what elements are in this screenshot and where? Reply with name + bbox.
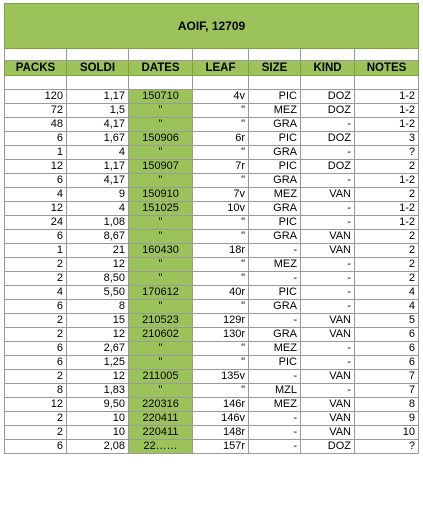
cell-soldi[interactable]: 12 <box>67 370 129 384</box>
cell-soldi[interactable]: 8,67 <box>67 230 129 244</box>
cell-size[interactable]: GRA <box>249 174 301 188</box>
table-row <box>5 426 419 440</box>
cell-kind[interactable]: VAN <box>301 188 355 202</box>
cell-leaf[interactable]: 148r <box>193 426 249 440</box>
cell-dates[interactable]: " <box>129 146 193 160</box>
cell-packs[interactable]: 6 <box>5 300 67 314</box>
data-table <box>4 3 419 454</box>
cell-dates[interactable]: 151025 <box>129 202 193 216</box>
table-row <box>5 174 419 188</box>
cell-packs[interactable]: 24 <box>5 216 67 230</box>
cell-kind[interactable]: VAN <box>301 244 355 258</box>
cell-packs[interactable]: 6 <box>5 342 67 356</box>
table-row <box>5 146 419 160</box>
cell-notes[interactable]: 1-2 <box>355 118 419 132</box>
cell-leaf[interactable]: 10v <box>193 202 249 216</box>
cell-size[interactable]: PIC <box>249 286 301 300</box>
cell-packs[interactable]: 2 <box>5 412 67 426</box>
cell-dates[interactable]: " <box>129 300 193 314</box>
cell-leaf[interactable]: 157r <box>193 440 249 454</box>
cell-kind[interactable]: - <box>301 174 355 188</box>
cell-packs[interactable]: 2 <box>5 258 67 272</box>
cell-soldi[interactable]: 8,50 <box>67 272 129 286</box>
cell-leaf[interactable]: 146v <box>193 412 249 426</box>
empty-cell[interactable] <box>355 49 419 61</box>
table-row <box>5 160 419 174</box>
cell-size[interactable]: - <box>249 244 301 258</box>
header-packs[interactable]: PACKS <box>5 61 67 76</box>
empty-cell[interactable] <box>249 49 301 61</box>
table-row <box>5 188 419 202</box>
cell-notes[interactable]: 2 <box>355 188 419 202</box>
cell-notes[interactable]: 8 <box>355 398 419 412</box>
empty-cell[interactable] <box>5 49 67 61</box>
header-leaf[interactable]: LEAF <box>193 61 249 76</box>
cell-soldi[interactable]: 1,67 <box>67 132 129 146</box>
cell-leaf[interactable]: 4v <box>193 90 249 104</box>
cell-packs[interactable]: 6 <box>5 230 67 244</box>
cell-notes[interactable]: 3 <box>355 132 419 146</box>
empty-cell[interactable] <box>193 76 249 90</box>
cell-notes[interactable]: 9 <box>355 412 419 426</box>
cell-notes[interactable]: 4 <box>355 286 419 300</box>
empty-cell[interactable] <box>355 76 419 90</box>
cell-size[interactable]: GRA <box>249 202 301 216</box>
cell-dates[interactable]: 150907 <box>129 160 193 174</box>
cell-packs[interactable]: 6 <box>5 174 67 188</box>
cell-size[interactable]: PIC <box>249 356 301 370</box>
cell-leaf[interactable]: " <box>193 104 249 118</box>
empty-cell[interactable] <box>67 76 129 90</box>
cell-kind[interactable]: DOZ <box>301 104 355 118</box>
cell-kind[interactable]: VAN <box>301 328 355 342</box>
cell-leaf[interactable]: " <box>193 174 249 188</box>
cell-packs[interactable]: 4 <box>5 188 67 202</box>
cell-notes[interactable]: 2 <box>355 160 419 174</box>
cell-kind[interactable]: VAN <box>301 370 355 384</box>
table-row <box>5 272 419 286</box>
table-row <box>5 314 419 328</box>
cell-size[interactable]: PIC <box>249 90 301 104</box>
cell-soldi[interactable]: 1,5 <box>67 104 129 118</box>
cell-kind[interactable]: - <box>301 384 355 398</box>
sheet-title[interactable]: AOIF, 12709 <box>5 4 419 49</box>
cell-soldi[interactable]: 1,08 <box>67 216 129 230</box>
cell-packs[interactable]: 6 <box>5 132 67 146</box>
cell-leaf[interactable]: 7r <box>193 160 249 174</box>
cell-size[interactable]: GRA <box>249 118 301 132</box>
cell-size[interactable]: - <box>249 440 301 454</box>
header-soldi[interactable]: SOLDI <box>67 61 129 76</box>
cell-leaf[interactable]: " <box>193 356 249 370</box>
cell-soldi[interactable]: 4 <box>67 146 129 160</box>
cell-dates[interactable]: " <box>129 272 193 286</box>
table-row <box>5 244 419 258</box>
table-row <box>5 370 419 384</box>
cell-leaf[interactable]: 7v <box>193 188 249 202</box>
cell-notes[interactable]: 1-2 <box>355 90 419 104</box>
header-dates[interactable]: DATES <box>129 61 193 76</box>
spreadsheet <box>4 3 418 454</box>
table-row <box>5 286 419 300</box>
cell-size[interactable]: MEZ <box>249 398 301 412</box>
cell-kind[interactable]: DOZ <box>301 160 355 174</box>
cell-kind[interactable]: DOZ <box>301 132 355 146</box>
table-row <box>5 132 419 146</box>
table-row <box>5 202 419 216</box>
empty-cell[interactable] <box>249 76 301 90</box>
cell-packs[interactable]: 12 <box>5 202 67 216</box>
cell-size[interactable]: GRA <box>249 146 301 160</box>
cell-kind[interactable]: - <box>301 258 355 272</box>
cell-leaf[interactable]: " <box>193 342 249 356</box>
cell-packs[interactable]: 1 <box>5 244 67 258</box>
header-notes[interactable]: NOTES <box>355 61 419 76</box>
cell-leaf[interactable]: " <box>193 272 249 286</box>
cell-notes[interactable]: 6 <box>355 342 419 356</box>
table-row <box>5 440 419 454</box>
cell-notes[interactable]: 2 <box>355 258 419 272</box>
cell-leaf[interactable]: 130r <box>193 328 249 342</box>
cell-kind[interactable]: VAN <box>301 314 355 328</box>
cell-size[interactable]: - <box>249 314 301 328</box>
cell-dates[interactable]: 210523 <box>129 314 193 328</box>
header-kind[interactable]: KIND <box>301 61 355 76</box>
table-row <box>5 412 419 426</box>
table-row <box>5 90 419 104</box>
cell-dates[interactable]: " <box>129 384 193 398</box>
empty-cell[interactable] <box>301 76 355 90</box>
cell-leaf[interactable]: 40r <box>193 286 249 300</box>
table-row <box>5 342 419 356</box>
cell-soldi[interactable]: 10 <box>67 426 129 440</box>
cell-dates[interactable]: 150910 <box>129 188 193 202</box>
cell-kind[interactable]: VAN <box>301 426 355 440</box>
cell-leaf[interactable]: 6r <box>193 132 249 146</box>
cell-notes[interactable]: 6 <box>355 328 419 342</box>
cell-soldi[interactable]: 15 <box>67 314 129 328</box>
cell-soldi[interactable]: 9 <box>67 188 129 202</box>
cell-notes[interactable]: 5 <box>355 314 419 328</box>
cell-leaf[interactable]: 18r <box>193 244 249 258</box>
cell-dates[interactable]: 170612 <box>129 286 193 300</box>
cell-leaf[interactable]: " <box>193 300 249 314</box>
cell-soldi[interactable]: 2,08 <box>67 440 129 454</box>
table-row <box>5 328 419 342</box>
cell-packs[interactable]: 12 <box>5 398 67 412</box>
cell-dates[interactable]: 211005 <box>129 370 193 384</box>
cell-packs[interactable]: 1 <box>5 146 67 160</box>
cell-packs[interactable]: 12 <box>5 160 67 174</box>
cell-soldi[interactable]: 5,50 <box>67 286 129 300</box>
cell-soldi[interactable]: 12 <box>67 258 129 272</box>
cell-kind[interactable]: - <box>301 286 355 300</box>
cell-kind[interactable]: - <box>301 216 355 230</box>
cell-dates[interactable]: " <box>129 230 193 244</box>
cell-packs[interactable]: 6 <box>5 356 67 370</box>
cell-size[interactable]: GRA <box>249 328 301 342</box>
empty-cell[interactable] <box>301 49 355 61</box>
cell-notes[interactable]: 1-2 <box>355 104 419 118</box>
cell-notes[interactable]: ? <box>355 146 419 160</box>
cell-notes[interactable]: 2 <box>355 244 419 258</box>
cell-soldi[interactable]: 1,25 <box>67 356 129 370</box>
empty-cell[interactable] <box>67 49 129 61</box>
empty-cell[interactable] <box>193 49 249 61</box>
cell-leaf[interactable]: " <box>193 118 249 132</box>
cell-soldi[interactable]: 8 <box>67 300 129 314</box>
cell-dates[interactable]: 220316 <box>129 398 193 412</box>
cell-packs[interactable]: 4 <box>5 286 67 300</box>
cell-notes[interactable]: 10 <box>355 426 419 440</box>
cell-leaf[interactable]: " <box>193 216 249 230</box>
cell-leaf[interactable]: " <box>193 258 249 272</box>
cell-size[interactable]: PIC <box>249 216 301 230</box>
cell-notes[interactable]: 1-2 <box>355 202 419 216</box>
cell-packs[interactable]: 2 <box>5 272 67 286</box>
cell-soldi[interactable]: 21 <box>67 244 129 258</box>
cell-soldi[interactable]: 1,17 <box>67 160 129 174</box>
cell-kind[interactable]: - <box>301 146 355 160</box>
empty-cell[interactable] <box>129 49 193 61</box>
cell-size[interactable]: - <box>249 370 301 384</box>
cell-notes[interactable]: 7 <box>355 370 419 384</box>
cell-size[interactable]: MZL <box>249 384 301 398</box>
cell-soldi[interactable]: 10 <box>67 412 129 426</box>
cell-packs[interactable]: 2 <box>5 426 67 440</box>
cell-size[interactable]: GRA <box>249 230 301 244</box>
cell-packs[interactable]: 120 <box>5 90 67 104</box>
cell-size[interactable]: MEZ <box>249 342 301 356</box>
cell-size[interactable]: GRA <box>249 300 301 314</box>
empty-cell[interactable] <box>5 76 67 90</box>
cell-kind[interactable]: - <box>301 202 355 216</box>
cell-kind[interactable]: - <box>301 300 355 314</box>
cell-soldi[interactable]: 4,17 <box>67 118 129 132</box>
cell-packs[interactable]: 2 <box>5 314 67 328</box>
cell-kind[interactable]: - <box>301 342 355 356</box>
cell-size[interactable]: - <box>249 272 301 286</box>
cell-soldi[interactable]: 4 <box>67 202 129 216</box>
cell-packs[interactable]: 72 <box>5 104 67 118</box>
header-row <box>5 61 419 76</box>
table-row <box>5 300 419 314</box>
cell-packs[interactable]: 6 <box>5 440 67 454</box>
cell-size[interactable]: MEZ <box>249 188 301 202</box>
cell-soldi[interactable]: 1,83 <box>67 384 129 398</box>
cell-dates[interactable]: " <box>129 104 193 118</box>
cell-packs[interactable]: 8 <box>5 384 67 398</box>
cell-leaf[interactable]: 135v <box>193 370 249 384</box>
cell-dates[interactable]: " <box>129 258 193 272</box>
cell-dates[interactable]: 150710 <box>129 90 193 104</box>
cell-packs[interactable]: 2 <box>5 370 67 384</box>
cell-kind[interactable]: DOZ <box>301 440 355 454</box>
table-row <box>5 230 419 244</box>
cell-notes[interactable]: 2 <box>355 272 419 286</box>
cell-soldi[interactable]: 12 <box>67 328 129 342</box>
cell-notes[interactable]: 6 <box>355 356 419 370</box>
cell-soldi[interactable]: 4,17 <box>67 174 129 188</box>
cell-kind[interactable]: - <box>301 118 355 132</box>
cell-kind[interactable]: - <box>301 272 355 286</box>
cell-size[interactable]: - <box>249 412 301 426</box>
cell-dates[interactable]: " <box>129 342 193 356</box>
cell-leaf[interactable]: " <box>193 384 249 398</box>
cell-kind[interactable]: DOZ <box>301 90 355 104</box>
cell-dates[interactable]: 220411 <box>129 412 193 426</box>
table-row <box>5 118 419 132</box>
cell-packs[interactable]: 2 <box>5 328 67 342</box>
cell-kind[interactable]: - <box>301 356 355 370</box>
cell-dates[interactable]: 160430 <box>129 244 193 258</box>
cell-kind[interactable]: VAN <box>301 412 355 426</box>
cell-size[interactable]: - <box>249 426 301 440</box>
cell-leaf[interactable]: " <box>193 230 249 244</box>
cell-leaf[interactable]: 129r <box>193 314 249 328</box>
cell-notes[interactable]: 2 <box>355 230 419 244</box>
cell-notes[interactable]: ? <box>355 440 419 454</box>
table-row <box>5 384 419 398</box>
cell-dates[interactable]: 220411 <box>129 426 193 440</box>
cell-soldi[interactable]: 9,50 <box>67 398 129 412</box>
cell-soldi[interactable]: 1,17 <box>67 90 129 104</box>
cell-dates[interactable]: 150906 <box>129 132 193 146</box>
cell-notes[interactable]: 4 <box>355 300 419 314</box>
cell-notes[interactable]: 1-2 <box>355 174 419 188</box>
cell-leaf[interactable]: 146r <box>193 398 249 412</box>
header-size[interactable]: SIZE <box>249 61 301 76</box>
cell-dates[interactable]: " <box>129 118 193 132</box>
table-row <box>5 216 419 230</box>
empty-cell[interactable] <box>129 76 193 90</box>
cell-size[interactable]: PIC <box>249 132 301 146</box>
cell-notes[interactable]: 1-2 <box>355 216 419 230</box>
cell-kind[interactable]: VAN <box>301 230 355 244</box>
cell-dates[interactable]: " <box>129 174 193 188</box>
cell-packs[interactable]: 48 <box>5 118 67 132</box>
table-row <box>5 104 419 118</box>
cell-size[interactable]: MEZ <box>249 258 301 272</box>
cell-dates[interactable]: " <box>129 356 193 370</box>
cell-leaf[interactable]: " <box>193 146 249 160</box>
cell-soldi[interactable]: 2,67 <box>67 342 129 356</box>
cell-dates[interactable]: 22…… <box>129 440 193 454</box>
cell-size[interactable]: PIC <box>249 160 301 174</box>
cell-dates[interactable]: 210602 <box>129 328 193 342</box>
table-row <box>5 356 419 370</box>
table-row <box>5 398 419 412</box>
cell-dates[interactable]: " <box>129 216 193 230</box>
cell-kind[interactable]: VAN <box>301 398 355 412</box>
cell-notes[interactable]: 7 <box>355 384 419 398</box>
cell-size[interactable]: MEZ <box>249 104 301 118</box>
table-row <box>5 258 419 272</box>
